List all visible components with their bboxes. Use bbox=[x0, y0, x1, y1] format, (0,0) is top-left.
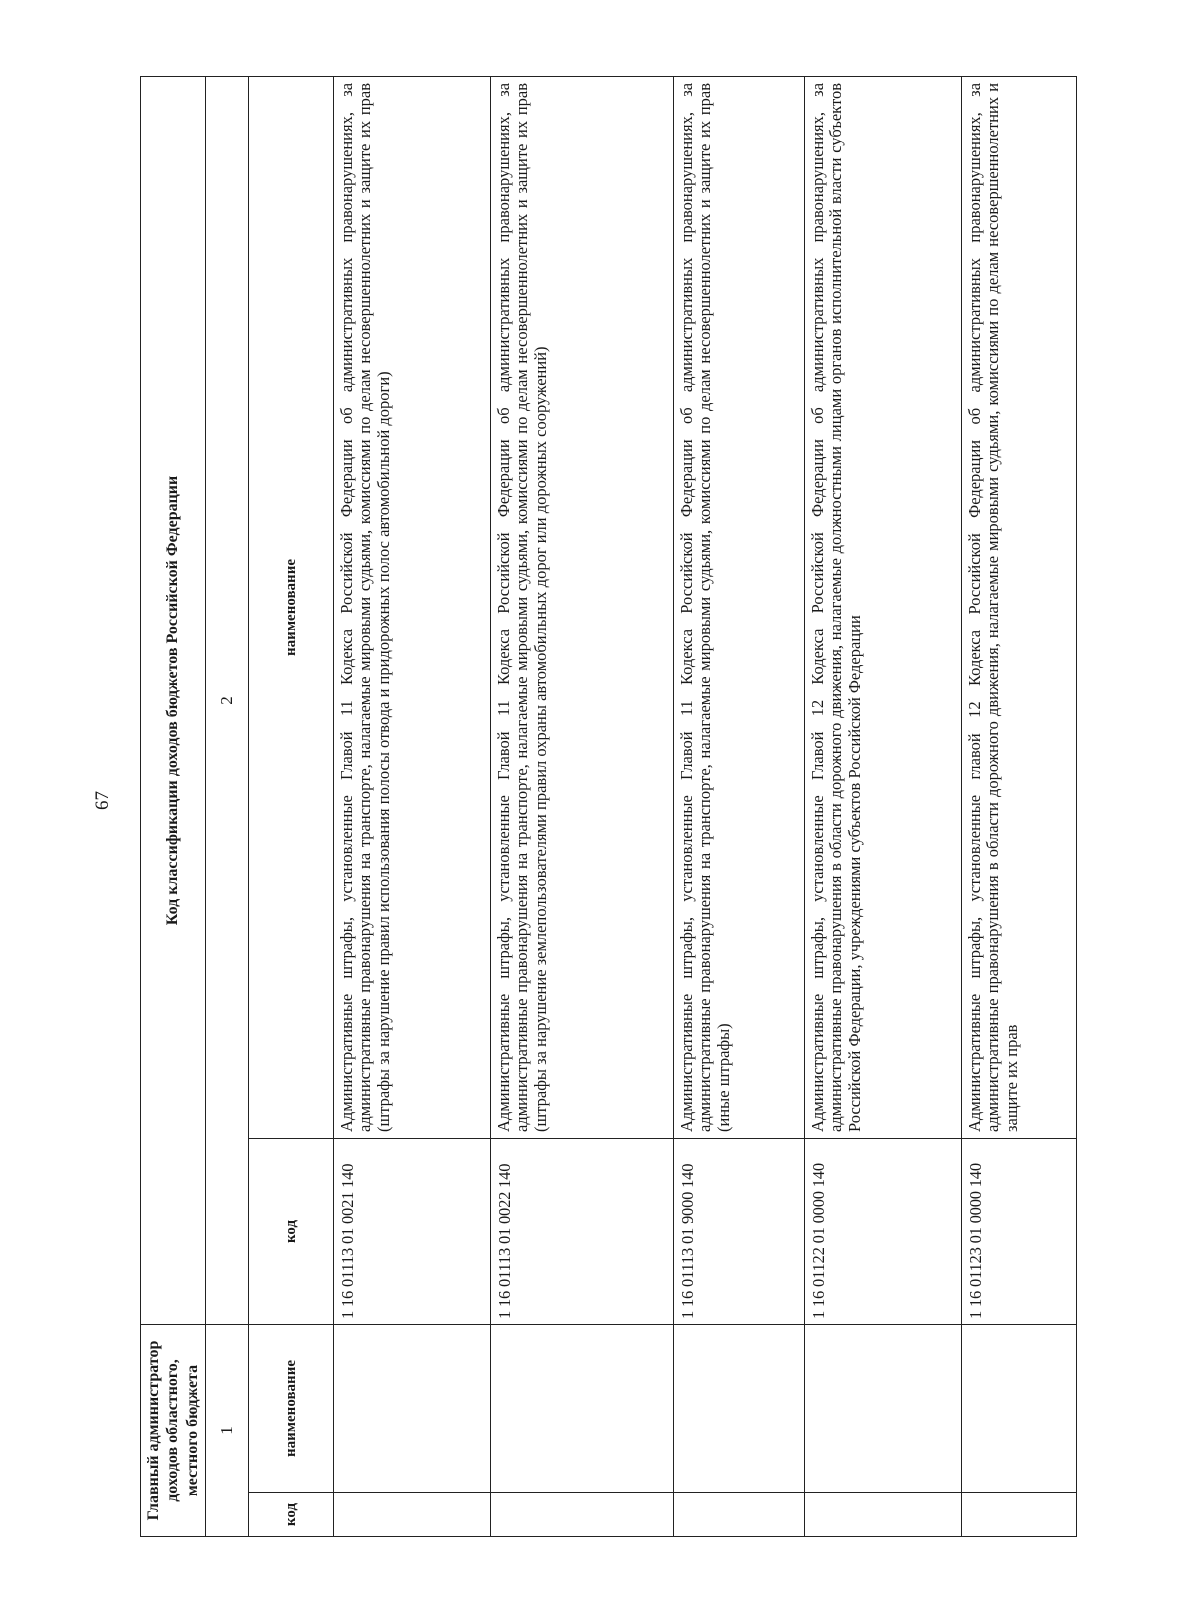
column-number-2: 2 bbox=[206, 76, 249, 1324]
header-row-numbers bbox=[206, 76, 249, 1536]
admin-name-cell bbox=[334, 1324, 491, 1492]
subheader-code: код bbox=[249, 1138, 334, 1324]
classification-name-cell: Административные штрафы, установленные Главой 11 Кодекса Российской Федерации об административных правонарушениях, за административные правонарушения на транспорте, налагаемые мировыми судьями, комиссиями по делам несовершеннолетних и защите их прав (штрафы за нарушение землепользователями правил охраны автомобильных дорог или дорожных сооружений) bbox=[491, 76, 674, 1138]
header-row-subheaders bbox=[249, 76, 334, 1536]
rotated-table-container bbox=[140, 77, 1050, 1537]
admin-code-cell bbox=[674, 1493, 805, 1537]
classification-name-cell: Административные штрафы, установленные Главой 11 Кодекса Российской Федерации об административных правонарушениях, за административные правонарушения на транспорте, налагаемые мировыми судьями, комиссиями по делам несовершеннолетних и защите их прав (иные штрафы) bbox=[674, 76, 805, 1138]
classification-code-cell: 1 16 01113 01 0021 140 bbox=[334, 1138, 491, 1324]
table-row bbox=[805, 76, 962, 1536]
admin-code-cell bbox=[491, 1493, 674, 1537]
admin-name-cell bbox=[674, 1324, 805, 1492]
header-row-groups bbox=[141, 76, 206, 1536]
classification-name-cell: Административные штрафы, установленные Главой 12 Кодекса Российской Федерации об административных правонарушениях, за административные правонарушения в области дорожного движения, налагаемые должностными лицами органов исполнительной власти субъектов Российской Федерации, учреждениями субъектов Российской Федерации bbox=[805, 76, 962, 1138]
subheader-name: наименование bbox=[249, 76, 334, 1138]
admin-code-cell bbox=[962, 1493, 1077, 1537]
table-row bbox=[491, 76, 674, 1536]
column-number-1: 1 bbox=[206, 1324, 249, 1536]
revenue-classification-table bbox=[140, 76, 1077, 1537]
classification-code-cell: 1 16 01122 01 0000 140 bbox=[805, 1138, 962, 1324]
admin-name-cell bbox=[962, 1324, 1077, 1492]
page-number: 67 bbox=[92, 791, 113, 810]
classification-code-cell: 1 16 01123 01 0000 140 bbox=[962, 1138, 1077, 1324]
table-row bbox=[962, 76, 1077, 1536]
admin-name-cell bbox=[805, 1324, 962, 1492]
subheader-admin-name: наименование bbox=[249, 1324, 334, 1492]
classification-name-cell: Административные штрафы, установленные главой 12 Кодекса Российской Федерации об административных правонарушениях, за административные правонарушения в области дорожного движения, налагаемые мировыми судьями, комиссиями по делам несовершеннолетних и защите их прав bbox=[962, 76, 1077, 1138]
header-code-group: Код классификации доходов бюджетов Российской Федерации bbox=[141, 76, 206, 1324]
classification-name-cell: Административные штрафы, установленные Главой 11 Кодекса Российской Федерации об административных правонарушениях, за административные правонарушения на транспорте, налагаемые мировыми судьями, комиссиями по делам несовершеннолетних и защите их прав (штрафы за нарушение правил использования полосы отвода и придорожных полос автомобильной дороги) bbox=[334, 76, 491, 1138]
classification-code-cell: 1 16 01113 01 0022 140 bbox=[491, 1138, 674, 1324]
admin-name-cell bbox=[491, 1324, 674, 1492]
classification-code-cell: 1 16 01113 01 9000 140 bbox=[674, 1138, 805, 1324]
table-row bbox=[334, 76, 491, 1536]
subheader-admin-code: код bbox=[249, 1493, 334, 1537]
header-admin-group: Главный администратор доходов областного, местного бюджета bbox=[141, 1324, 206, 1536]
table-row bbox=[674, 76, 805, 1536]
admin-code-cell bbox=[334, 1493, 491, 1537]
admin-code-cell bbox=[805, 1493, 962, 1537]
